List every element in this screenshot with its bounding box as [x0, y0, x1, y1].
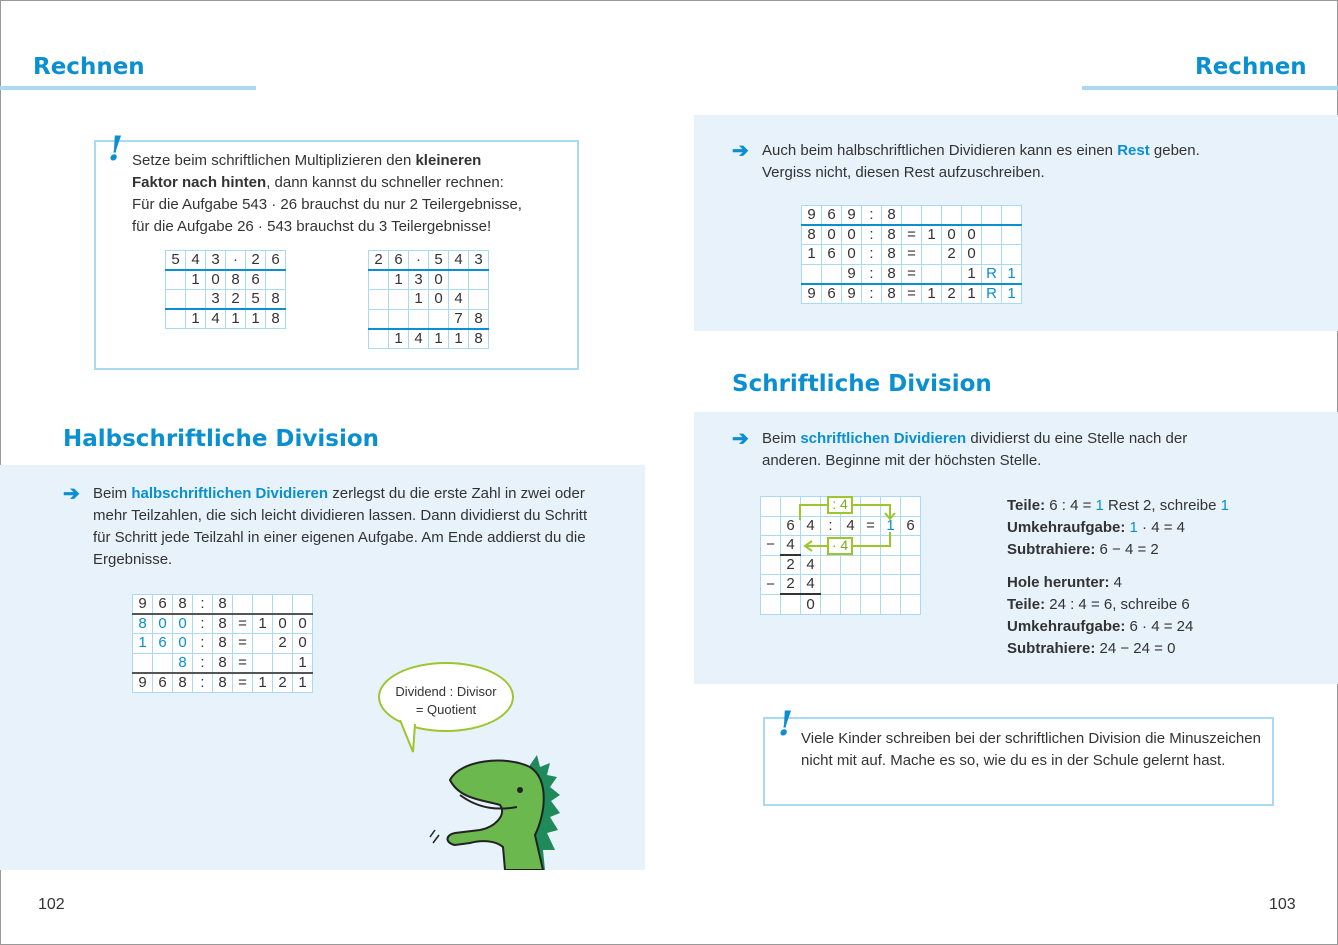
- division-steps: [1007, 495, 1229, 660]
- grid-cell: 8: [173, 653, 193, 673]
- left-header-bar: [0, 86, 256, 90]
- bubble-line: Dividend : Divisor: [395, 684, 497, 699]
- grid-cell: 1: [962, 284, 982, 304]
- grid-cell: [881, 575, 901, 595]
- grid-cell: 6: [246, 270, 266, 290]
- grid-cell: 5: [166, 251, 186, 271]
- grid-cell: :: [862, 206, 882, 226]
- grid-cell: 2: [942, 284, 962, 304]
- highlight-term: halbschriftlichen Dividieren: [131, 485, 329, 502]
- grid-cell: 3: [409, 270, 429, 290]
- grid-cell: [449, 270, 469, 290]
- grid-row: [369, 270, 489, 290]
- grid-cell: [233, 595, 253, 615]
- grid-cell: [901, 594, 921, 614]
- tip-text-multiplication: [132, 150, 572, 238]
- step-pre: 24 : 4 = 6, schreibe 6: [1045, 596, 1190, 613]
- grid-cell: 8: [213, 653, 233, 673]
- grid-cell: 0: [206, 270, 226, 290]
- division-step: [1007, 594, 1229, 616]
- step-label: Hole herunter:: [1007, 574, 1110, 591]
- grid-row: [166, 290, 286, 310]
- dinosaur-illustration: [425, 755, 590, 870]
- grid-row: [166, 270, 286, 290]
- grid-cell: =: [233, 614, 253, 634]
- grid-cell: 6: [822, 284, 842, 304]
- grid-cell: 1: [133, 634, 153, 654]
- highlight-term: Rest: [1117, 142, 1150, 159]
- grid-cell: [821, 594, 841, 614]
- step-blue2: 1: [1220, 497, 1229, 514]
- grid-cell: 9: [802, 206, 822, 226]
- grid-cell: [1002, 245, 1022, 265]
- grid-cell: 1: [962, 264, 982, 284]
- grid-row: [369, 251, 489, 271]
- arrow-right-icon: ➔: [63, 483, 80, 505]
- grid-cell: [266, 270, 286, 290]
- section-title-half-division: Halbschriftliche Division: [63, 426, 380, 452]
- highlight-term: schriftlichen Dividieren: [800, 430, 967, 447]
- grid-cell: [821, 575, 841, 595]
- grid-cell: 9: [842, 264, 862, 284]
- grid-cell: 1: [409, 290, 429, 310]
- grid-cell: 2: [273, 673, 293, 693]
- grid-cell: R: [982, 264, 1002, 284]
- step-post: · 4 = 4: [1137, 519, 1185, 536]
- division-step: [1007, 638, 1229, 660]
- grid-cell: 6: [153, 673, 173, 693]
- grid-cell: [982, 206, 1002, 226]
- step-label: Teile:: [1007, 596, 1046, 613]
- grid-cell: 7: [449, 309, 469, 329]
- grid-cell: 1: [1002, 284, 1022, 304]
- grid-cell: 4: [449, 251, 469, 271]
- grid-cell: 6: [266, 251, 286, 271]
- grid-cell: 0: [822, 225, 842, 245]
- text: Beim: [762, 430, 801, 447]
- grid-cell: [153, 653, 173, 673]
- grid-cell: 6: [822, 245, 842, 265]
- grid-cell: 3: [469, 251, 489, 271]
- step-post: Rest 2, schreibe: [1103, 497, 1221, 514]
- grid-cell: [469, 290, 489, 310]
- grid-row: [133, 595, 313, 615]
- page-number-left: 102: [38, 896, 65, 913]
- grid-cell: 8: [213, 673, 233, 693]
- grid-cell: 0: [962, 225, 982, 245]
- grid-cell: 2: [781, 555, 801, 575]
- grid-cell: 0: [962, 245, 982, 265]
- grid-cell: [922, 264, 942, 284]
- grid-cell: 8: [882, 245, 902, 265]
- grid-cell: 4: [801, 575, 821, 595]
- grid-cell: =: [861, 516, 881, 536]
- grid-cell: [881, 594, 901, 614]
- grid-cell: 4: [449, 290, 469, 310]
- grid-cell: 9: [802, 284, 822, 304]
- grid-cell: 6: [822, 206, 842, 226]
- grid-cell: 8: [213, 634, 233, 654]
- page-number-right: 103: [1269, 896, 1296, 913]
- grid-cell: :: [862, 245, 882, 265]
- grid-cell: [166, 309, 186, 329]
- grid-row: [369, 290, 489, 310]
- grid-cell: 1: [226, 309, 246, 329]
- grid-cell: :: [821, 516, 841, 536]
- grid-cell: 5: [429, 251, 449, 271]
- exclamation-icon: !: [778, 704, 793, 744]
- grid-cell: 1: [246, 309, 266, 329]
- grid-cell: :: [193, 634, 213, 654]
- grid-cell: 2: [273, 634, 293, 654]
- text: zerlegst du die erste Zahl in zwei oder mehr Teilzahlen, die sich leicht dividieren lassen. Dann dividierst du Schritt für Schritt jede Teilzahl in einer eigenen Aufgabe. Am Ende addierst du die Ergebnisse.: [93, 485, 588, 568]
- grid-cell: 4: [781, 536, 801, 556]
- grid-cell: [942, 264, 962, 284]
- grid-cell: 1: [881, 516, 901, 536]
- left-running-header: Rechnen: [33, 54, 145, 80]
- half-division-grid: [132, 594, 313, 693]
- grid-row: [166, 251, 286, 271]
- grid-cell: 1: [389, 270, 409, 290]
- grid-cell: 0: [173, 634, 193, 654]
- step-pre: 6 − 4 = 2: [1095, 541, 1159, 558]
- step-label: Umkehraufgabe:: [1007, 618, 1126, 635]
- grid-cell: 8: [469, 309, 489, 329]
- grid-cell: 0: [429, 290, 449, 310]
- grid-cell: −: [761, 575, 781, 595]
- step-blue: 1: [1129, 519, 1138, 536]
- grid-cell: [273, 595, 293, 615]
- grid-cell: =: [233, 673, 253, 693]
- written-division-text: [762, 428, 1242, 472]
- grid-cell: −: [761, 536, 781, 556]
- grid-row: [802, 206, 1022, 226]
- step-blue: 1: [1095, 497, 1104, 514]
- grid-cell: 9: [133, 595, 153, 615]
- grid-cell: R: [982, 284, 1002, 304]
- grid-cell: [922, 245, 942, 265]
- grid-cell: =: [902, 245, 922, 265]
- grid-cell: :: [862, 284, 882, 304]
- grid-cell: ·: [409, 251, 429, 271]
- grid-cell: 4: [801, 516, 821, 536]
- bubble-line: = Quotient: [415, 702, 477, 717]
- grid-row: [369, 309, 489, 329]
- division-step: [1007, 616, 1229, 638]
- grid-cell: :: [862, 264, 882, 284]
- grid-cell: [166, 270, 186, 290]
- grid-cell: [901, 575, 921, 595]
- step-pre: 24 − 24 = 0: [1095, 640, 1176, 657]
- grid-cell: [369, 290, 389, 310]
- grid-cell: 8: [226, 270, 246, 290]
- grid-cell: 1: [922, 225, 942, 245]
- grid-cell: [902, 206, 922, 226]
- grid-cell: :: [193, 595, 213, 615]
- grid-cell: [389, 290, 409, 310]
- grid-cell: =: [902, 284, 922, 304]
- grid-row: [369, 329, 489, 349]
- grid-cell: 2: [942, 245, 962, 265]
- grid-row: [166, 309, 286, 329]
- grid-cell: [253, 634, 273, 654]
- grid-cell: [429, 309, 449, 329]
- text: Vergiss nicht, diesen Rest aufzuschreiben.: [762, 164, 1045, 181]
- grid-cell: [409, 309, 429, 329]
- step-label: Umkehraufgabe:: [1007, 519, 1126, 536]
- grid-cell: 1: [389, 329, 409, 349]
- grid-cell: 9: [842, 206, 862, 226]
- grid-cell: 1: [186, 270, 206, 290]
- tip-text: Setze beim schriftlichen Multiplizieren den: [132, 152, 416, 169]
- rest-text: [762, 140, 1302, 184]
- grid-cell: 5: [246, 290, 266, 310]
- grid-cell: [841, 594, 861, 614]
- grid-cell: 8: [469, 329, 489, 349]
- grid-cell: 8: [882, 225, 902, 245]
- right-running-header: Rechnen: [1195, 54, 1307, 80]
- grid-cell: [822, 264, 842, 284]
- exclamation-icon: !: [108, 129, 123, 169]
- multiply-by-4-label: · 4: [831, 537, 849, 553]
- grid-row: [133, 614, 313, 634]
- division-step: [1007, 539, 1229, 561]
- right-header-bar: [1082, 86, 1338, 90]
- grid-cell: :: [193, 614, 213, 634]
- grid-cell: ·: [226, 251, 246, 271]
- tip-bold: kleineren: [415, 152, 482, 169]
- grid-cell: 4: [801, 555, 821, 575]
- grid-cell: [253, 653, 273, 673]
- grid-cell: 2: [369, 251, 389, 271]
- multiplication-grid-26x543: [368, 250, 489, 349]
- grid-cell: 8: [213, 614, 233, 634]
- grid-cell: [802, 264, 822, 284]
- grid-cell: 6: [901, 516, 921, 536]
- grid-cell: [841, 575, 861, 595]
- grid-cell: 9: [842, 284, 862, 304]
- step-pre: 6 · 4 = 24: [1125, 618, 1194, 635]
- grid-cell: 2: [226, 290, 246, 310]
- grid-cell: :: [193, 653, 213, 673]
- grid-cell: 0: [173, 614, 193, 634]
- grid-cell: [761, 594, 781, 614]
- step-label: Subtrahiere:: [1007, 640, 1096, 657]
- grid-cell: 1: [922, 284, 942, 304]
- tip-text-minus-signs: Viele Kinder schreiben bei der schriftlichen Division die Minuszeichen nicht mit auf. Mache es so, wie du es in der Schule gelernt hast.: [801, 730, 1261, 769]
- grid-row: [802, 284, 1022, 304]
- grid-cell: 8: [213, 595, 233, 615]
- grid-cell: 8: [173, 595, 193, 615]
- grid-cell: [369, 309, 389, 329]
- grid-row: [802, 264, 1022, 284]
- grid-cell: [469, 270, 489, 290]
- grid-cell: 0: [842, 225, 862, 245]
- grid-cell: [133, 653, 153, 673]
- step-label: Teile:: [1007, 497, 1046, 514]
- grid-row: [133, 634, 313, 654]
- grid-cell: 1: [186, 309, 206, 329]
- grid-cell: 4: [841, 516, 861, 536]
- tip-text: für die Aufgabe 26 · 543 brauchst du 3 Teilergebnisse!: [132, 218, 492, 235]
- grid-cell: 1: [1002, 264, 1022, 284]
- grid-cell: 8: [173, 673, 193, 693]
- grid-cell: 2: [781, 575, 801, 595]
- text: Beim: [93, 485, 132, 502]
- grid-cell: 8: [802, 225, 822, 245]
- grid-cell: [861, 575, 881, 595]
- division-step: [1007, 517, 1229, 539]
- grid-cell: :: [862, 225, 882, 245]
- grid-cell: [1002, 206, 1022, 226]
- grid-cell: [293, 595, 313, 615]
- tip-text: Für die Aufgabe 543 · 26 brauchst du nur 2 Teilergebnisse,: [132, 196, 522, 213]
- grid-cell: 0: [842, 245, 862, 265]
- grid-cell: 0: [293, 614, 313, 634]
- grid-row: [133, 673, 313, 693]
- grid-cell: 3: [206, 251, 226, 271]
- grid-cell: 6: [781, 516, 801, 536]
- grid-cell: [962, 206, 982, 226]
- grid-cell: 8: [266, 290, 286, 310]
- text: dividierst du eine Stelle nach der anderen. Beginne mit der höchsten Stelle.: [762, 430, 1188, 469]
- grid-cell: [389, 309, 409, 329]
- grid-cell: [1002, 225, 1022, 245]
- grid-cell: 1: [429, 329, 449, 349]
- grid-cell: [166, 290, 186, 310]
- divide-by-4-label: : 4: [832, 496, 848, 512]
- grid-cell: [273, 653, 293, 673]
- grid-cell: 8: [882, 284, 902, 304]
- grid-cell: 3: [206, 290, 226, 310]
- step-label: Subtrahiere:: [1007, 541, 1096, 558]
- text: geben.: [1149, 142, 1200, 159]
- grid-cell: 1: [253, 614, 273, 634]
- grid-cell: 8: [882, 264, 902, 284]
- tip-bold: Faktor nach hinten: [132, 174, 267, 191]
- grid-cell: =: [233, 634, 253, 654]
- grid-cell: [186, 290, 206, 310]
- step-pre: 4: [1109, 574, 1123, 591]
- arrow-right-icon: ➔: [732, 428, 749, 450]
- grid-cell: 4: [186, 251, 206, 271]
- grid-cell: 2: [246, 251, 266, 271]
- grid-cell: [369, 329, 389, 349]
- grid-cell: 0: [293, 634, 313, 654]
- multiplication-grid-543x26: [165, 250, 286, 329]
- grid-cell: 0: [153, 614, 173, 634]
- grid-cell: [982, 225, 1002, 245]
- grid-cell: 9: [133, 673, 153, 693]
- grid-cell: [982, 245, 1002, 265]
- grid-cell: 8: [133, 614, 153, 634]
- text: Auch beim halbschriftlichen Dividieren kann es einen: [762, 142, 1118, 159]
- grid-cell: 0: [273, 614, 293, 634]
- tip-text: , dann kannst du schneller rechnen:: [266, 174, 504, 191]
- grid-cell: :: [193, 673, 213, 693]
- grid-cell: 0: [801, 594, 821, 614]
- grid-cell: 8: [266, 309, 286, 329]
- arrow-right-icon: ➔: [732, 140, 749, 162]
- grid-row: [802, 225, 1022, 245]
- division-step: [1007, 572, 1229, 594]
- grid-cell: 4: [409, 329, 429, 349]
- grid-cell: =: [902, 264, 922, 284]
- grid-cell: 1: [293, 653, 313, 673]
- grid-row: [761, 594, 921, 614]
- half-division-text: [93, 483, 603, 571]
- grid-cell: 6: [153, 595, 173, 615]
- grid-cell: [781, 594, 801, 614]
- grid-cell: [369, 270, 389, 290]
- grid-cell: 4: [206, 309, 226, 329]
- grid-cell: 1: [449, 329, 469, 349]
- grid-row: [761, 575, 921, 595]
- section-title-written-division: Schriftliche Division: [732, 371, 992, 397]
- grid-cell: 0: [942, 225, 962, 245]
- grid-cell: [861, 594, 881, 614]
- grid-cell: =: [902, 225, 922, 245]
- grid-cell: [942, 206, 962, 226]
- rest-division-grid: [801, 205, 1022, 304]
- grid-cell: [922, 206, 942, 226]
- grid-cell: 0: [429, 270, 449, 290]
- step-pre: 6 : 4 =: [1045, 497, 1096, 514]
- grid-cell: 6: [153, 634, 173, 654]
- grid-cell: 8: [882, 206, 902, 226]
- grid-cell: 1: [253, 673, 273, 693]
- division-step: [1007, 495, 1229, 517]
- speech-bubble-tail: [395, 720, 425, 755]
- grid-cell: =: [233, 653, 253, 673]
- grid-cell: [253, 595, 273, 615]
- grid-row: [133, 653, 313, 673]
- grid-row: [802, 245, 1022, 265]
- grid-cell: 1: [802, 245, 822, 265]
- grid-cell: 1: [293, 673, 313, 693]
- grid-cell: 6: [389, 251, 409, 271]
